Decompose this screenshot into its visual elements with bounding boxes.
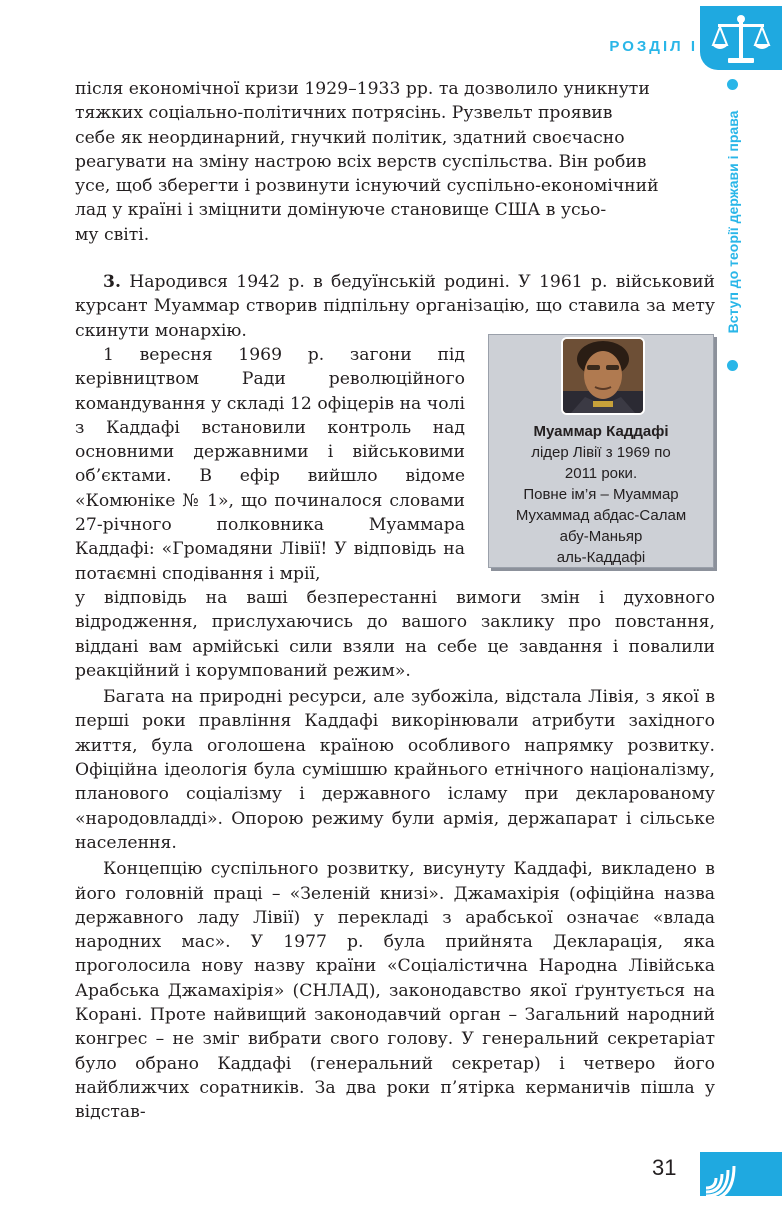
p1-line: усе, щоб зберегти і розвинути існуючий суспільно-економічний: [75, 176, 659, 197]
p1-line: реагувати на зміну настрою всіх верств суспільства. Він робив: [75, 151, 647, 172]
p1-line: лад у країні і зміцнити домінуюче становище США в усьо-: [75, 200, 607, 221]
paragraph-wide: [75, 586, 715, 1125]
caption-line: Мухаммад абдас-Салам: [515, 507, 687, 524]
p1-line: му світі.: [75, 224, 150, 245]
p1-line: тяжких соціально-політичних потрясінь. Рузвельт проявив: [75, 103, 613, 124]
caption-line: абу-Маньяр: [559, 528, 643, 545]
paragraph-5: Концепцію суспільного розвитку, висунуту Каддафі, викладено в його головній праці – «Зеленій книзі». Джамахірія (офіційна назва державного ладу Лівії) у перекладі з арабської означає «влада народних мас». У 1977 р. була прийнята Декларація, яка проголосила нову назву країни «Соціалістична Народна Лівійська Арабська Джамахірія» (СНЛАД), законодавство якої ґрунтується на Корані. Проте найвищий законодавчий орган – Загальний народний конгрес – не зміг вибрати свого голову. У генеральний секретаріат було обрано Каддафі (генеральний секретар) і четверо його найближчих соратників. За два роки п’ятірка керманичів пішла у відстав-: [75, 859, 715, 1123]
person-name: Муаммар Каддафі: [533, 423, 669, 440]
section-label: РОЗДІЛ І: [609, 38, 698, 55]
p1-line: після економічної кризи 1929–1933 рр. та дозволило уникнути: [75, 79, 650, 99]
paragraph-4: Багата на природні ресурси, але зубожіла, відстала Лівія, з якої в перші роки правління Каддафі викорінювали атрибути західного життя, була оголошена країною особливого напрямку розвитку. Офіційна ідеологія була сумішшю крайнього етнічного націоналізму, планового соціалізму і державного ісламу при декларованому «народовладді». Опорою режиму були армія, держапарат і сільське населення.: [75, 687, 715, 853]
side-dot-top: [727, 79, 738, 90]
section-badge: [700, 6, 782, 70]
caption-line: Повне ім’я – Муаммар: [523, 486, 679, 503]
signal-waves-icon: [700, 1152, 782, 1196]
paragraph-3: [75, 270, 715, 343]
paragraph-wide-text: у відповідь на ваші безперестанні вимоги змін і духовного відродження, прислухаючись до вашого заклику про повстання, віддані вам армійські сили взяли на себе це завдання і повалили реакційний і корумпований режим».: [75, 588, 715, 681]
caption-line: лідер Лівії з 1969 по: [531, 444, 671, 461]
page-number: 31: [652, 1155, 677, 1180]
caption-line: 2011 роки.: [564, 465, 638, 482]
caption-line: аль-Каддафі: [556, 549, 646, 566]
paragraph-continuation: [75, 77, 715, 247]
portrait-box: [488, 334, 714, 568]
paragraph-narrow-text: 1 вересня 1969 р. загони під керівництвом Ради революційного командування у складі 12 офіцерів на чолі з Каддафі встановили контроль над основними державними і військовими об’єктами. В ефір вийшло відоме «Комюніке № 1», що починалося словами 27-річного полковника Муаммара Каддафі: «Громадяни Лівії! У відповідь на потаємні сподівання і мрії,: [75, 345, 465, 584]
side-dot-bottom: [727, 360, 738, 371]
p1-line: себе як неординарний, гнучкий політик, здатний своєчасно: [75, 127, 625, 148]
chapter-side-label: Вступ до теорії держави і права: [725, 110, 741, 334]
corner-decoration: [700, 1152, 782, 1196]
scales-of-justice-icon: [710, 12, 772, 66]
portrait-caption: [489, 421, 713, 568]
paragraph-3-text: Народився 1942 р. в бедуїнській родині. У 1961 р. військовий курсант Муаммар створив підпільну організацію, що ставила за мету скинути монархію.: [75, 272, 716, 341]
paragraph-number: 3.: [103, 272, 121, 292]
paragraph-narrow: [75, 343, 465, 586]
portrait-photo: [561, 337, 645, 415]
